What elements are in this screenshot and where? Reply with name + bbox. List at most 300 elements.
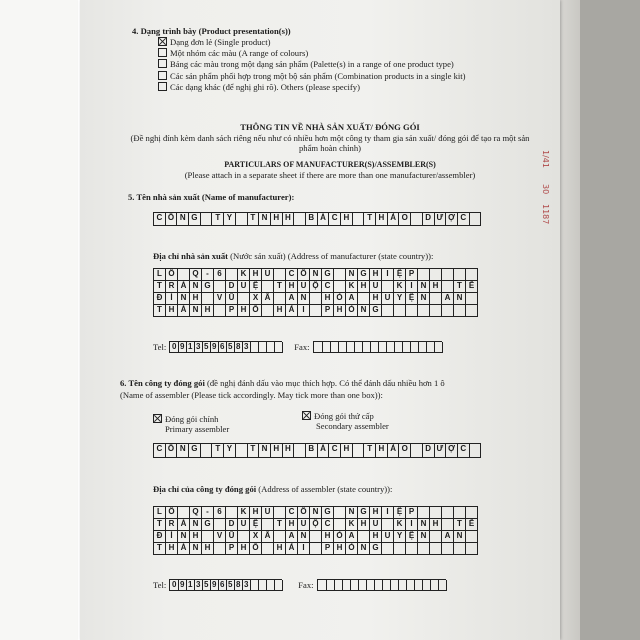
manufacturer-address-cell[interactable]: [262, 305, 274, 317]
manufacturer-address-cell[interactable]: Ò: [334, 293, 346, 305]
assembler-tel-cell[interactable]: 9: [178, 580, 187, 591]
manufacturer-tel-cell[interactable]: 5: [202, 342, 211, 353]
assembler-address-cell[interactable]: V: [214, 531, 226, 543]
manufacturer-address-cell[interactable]: [466, 293, 478, 305]
manufacturer-address-cell[interactable]: Đ: [154, 293, 166, 305]
manufacturer-address-cell[interactable]: T: [274, 281, 286, 293]
manufacturer-address-cell[interactable]: N: [454, 293, 466, 305]
manufacturer-name-cell[interactable]: B: [306, 213, 318, 226]
manufacturer-name-cell[interactable]: Ả: [388, 213, 400, 226]
manufacturer-address-cell[interactable]: [262, 281, 274, 293]
assembler-address-cell[interactable]: Ã: [262, 531, 274, 543]
assembler-address-cell[interactable]: [310, 543, 322, 555]
manufacturer-address-cell[interactable]: [406, 305, 418, 317]
manufacturer-address-cell[interactable]: 6: [214, 269, 226, 281]
manufacturer-address-cell[interactable]: N: [190, 305, 202, 317]
manufacturer-address-cell[interactable]: [274, 293, 286, 305]
assembler-address-cell[interactable]: [274, 507, 286, 519]
manufacturer-address-cell[interactable]: X: [250, 293, 262, 305]
manufacturer-address-cell[interactable]: [418, 269, 430, 281]
manufacturer-tel-cell[interactable]: [274, 342, 283, 353]
section4-option[interactable]: [158, 71, 466, 82]
manufacturer-name-cell[interactable]: Ư: [435, 213, 447, 226]
manufacturer-address-cell[interactable]: K: [394, 281, 406, 293]
manufacturer-address-cell[interactable]: H: [322, 293, 334, 305]
section4-option-checkbox[interactable]: [158, 37, 167, 46]
assembler-address-cell[interactable]: [358, 531, 370, 543]
assembler-address-cell[interactable]: À: [178, 519, 190, 531]
manufacturer-address-cell[interactable]: [466, 269, 478, 281]
assembler-tel-cell[interactable]: 8: [234, 580, 243, 591]
assembler-address-cell[interactable]: U: [370, 519, 382, 531]
manufacturer-address-cell[interactable]: K: [346, 281, 358, 293]
assembler-address-cell[interactable]: [382, 543, 394, 555]
assembler-name-cell[interactable]: [201, 444, 213, 458]
assembler-address-cell[interactable]: [202, 531, 214, 543]
assembler-address-cell[interactable]: Ò: [334, 531, 346, 543]
manufacturer-address-cell[interactable]: [274, 269, 286, 281]
assembler-address-cell[interactable]: [430, 543, 442, 555]
assembler-address-cell[interactable]: [238, 531, 250, 543]
assembler-address-cell[interactable]: [382, 519, 394, 531]
assembler-tel-cell[interactable]: 0: [170, 580, 179, 591]
manufacturer-address-cell[interactable]: P: [226, 305, 238, 317]
assembler-address-cell[interactable]: Ộ: [310, 519, 322, 531]
assembler-address-cell[interactable]: [430, 507, 442, 519]
assembler-address-cell[interactable]: [466, 507, 478, 519]
assembler-name-cell[interactable]: [294, 444, 306, 458]
assembler-address-cell[interactable]: Ô: [298, 507, 310, 519]
assembler-address-cell[interactable]: I: [298, 543, 310, 555]
assembler-tel-cell[interactable]: [274, 580, 283, 591]
assembler-address-cell[interactable]: [178, 507, 190, 519]
assembler-address-cell[interactable]: U: [298, 519, 310, 531]
manufacturer-address-cell[interactable]: [310, 305, 322, 317]
assembler-address-cell[interactable]: T: [454, 519, 466, 531]
assembler-address-cell[interactable]: [442, 543, 454, 555]
assembler-address-cell[interactable]: H: [274, 543, 286, 555]
manufacturer-address-cell[interactable]: [442, 281, 454, 293]
manufacturer-address-cell[interactable]: Ế: [466, 281, 478, 293]
manufacturer-tel-cell[interactable]: 5: [226, 342, 235, 353]
assembler-address-cell[interactable]: [334, 519, 346, 531]
manufacturer-tel-cell[interactable]: 0: [170, 342, 179, 353]
section4-option-checkbox[interactable]: [158, 48, 167, 57]
assembler-name-cell[interactable]: G: [189, 444, 201, 458]
manufacturer-address-cell[interactable]: N: [190, 281, 202, 293]
assembler-name-cell[interactable]: [411, 444, 423, 458]
manufacturer-address-cell[interactable]: Y: [394, 293, 406, 305]
manufacturer-address-cell[interactable]: U: [238, 281, 250, 293]
assembler-address-cell[interactable]: T: [154, 519, 166, 531]
manufacturer-name-cell[interactable]: T: [212, 213, 224, 226]
manufacturer-address-cell[interactable]: Ô: [298, 269, 310, 281]
manufacturer-address-cell[interactable]: A: [442, 293, 454, 305]
assembler-name-cell[interactable]: Á: [318, 444, 330, 458]
manufacturer-address-cell[interactable]: [202, 293, 214, 305]
manufacturer-address-cell[interactable]: T: [454, 281, 466, 293]
assembler-name-cell[interactable]: [236, 444, 248, 458]
manufacturer-address-cell[interactable]: V: [214, 293, 226, 305]
manufacturer-name-cell[interactable]: H: [271, 213, 283, 226]
manufacturer-address-cell[interactable]: H: [358, 281, 370, 293]
manufacturer-address-cell[interactable]: D: [226, 281, 238, 293]
assembler-name-cell[interactable]: Ả: [388, 444, 400, 458]
manufacturer-address-cell[interactable]: [430, 305, 442, 317]
manufacturer-name-cell[interactable]: D: [423, 213, 435, 226]
manufacturer-address-cell[interactable]: -: [202, 269, 214, 281]
assembler-address-cell[interactable]: H: [250, 507, 262, 519]
manufacturer-name-cell[interactable]: N: [259, 213, 271, 226]
manufacturer-address-cell[interactable]: [430, 269, 442, 281]
assembler-address-cell[interactable]: Ì: [166, 531, 178, 543]
assembler-address-cell[interactable]: N: [190, 519, 202, 531]
manufacturer-name-cell[interactable]: H: [283, 213, 295, 226]
manufacturer-address-cell[interactable]: [454, 269, 466, 281]
manufacturer-address-cell[interactable]: U: [370, 281, 382, 293]
assembler-address-cell[interactable]: T: [154, 543, 166, 555]
manufacturer-name-cell[interactable]: G: [189, 213, 201, 226]
manufacturer-address-cell[interactable]: [334, 269, 346, 281]
manufacturer-address-cell[interactable]: C: [322, 281, 334, 293]
manufacturer-name-cell[interactable]: N: [177, 213, 189, 226]
manufacturer-address-cell[interactable]: [442, 269, 454, 281]
assembler-name-cell[interactable]: N: [259, 444, 271, 458]
manufacturer-address-cell[interactable]: H: [430, 281, 442, 293]
manufacturer-address-cell[interactable]: N: [358, 305, 370, 317]
manufacturer-name-cell[interactable]: T: [364, 213, 376, 226]
assembler-address-cell[interactable]: P: [406, 507, 418, 519]
assembler-address-cell[interactable]: N: [358, 543, 370, 555]
assembler-address-cell[interactable]: [454, 507, 466, 519]
assembler-address-cell[interactable]: K: [394, 519, 406, 531]
manufacturer-address-cell[interactable]: H: [166, 305, 178, 317]
manufacturer-address-cell[interactable]: Ô: [166, 269, 178, 281]
assembler-address-cell[interactable]: H: [358, 519, 370, 531]
manufacturer-address-cell[interactable]: [442, 305, 454, 317]
assembler-tel-cell[interactable]: 3: [194, 580, 203, 591]
primary-assembler-option[interactable]: [153, 414, 229, 435]
manufacturer-address-cell[interactable]: G: [370, 305, 382, 317]
manufacturer-tel-cell[interactable]: 8: [234, 342, 243, 353]
assembler-address-cell[interactable]: H: [166, 543, 178, 555]
manufacturer-name-cell[interactable]: C: [154, 213, 166, 226]
manufacturer-address-cell[interactable]: N: [418, 281, 430, 293]
manufacturer-name-cell[interactable]: Ợ: [446, 213, 458, 226]
manufacturer-address-cell[interactable]: G: [358, 269, 370, 281]
assembler-address-cell[interactable]: H: [238, 543, 250, 555]
manufacturer-address-cell[interactable]: H: [370, 269, 382, 281]
assembler-address-cell[interactable]: [442, 507, 454, 519]
assembler-address-cell[interactable]: N: [298, 531, 310, 543]
manufacturer-address-cell[interactable]: [454, 305, 466, 317]
assembler-address-cell[interactable]: G: [358, 507, 370, 519]
assembler-address-cell[interactable]: [454, 543, 466, 555]
manufacturer-tel-cell[interactable]: 9: [210, 342, 219, 353]
assembler-address-cell[interactable]: H: [334, 543, 346, 555]
manufacturer-address-cell[interactable]: G: [322, 269, 334, 281]
assembler-address-cell[interactable]: N: [346, 507, 358, 519]
manufacturer-address-cell[interactable]: Ã: [262, 293, 274, 305]
assembler-address-cell[interactable]: G: [202, 519, 214, 531]
manufacturer-address-cell[interactable]: Ệ: [394, 269, 406, 281]
assembler-address-cell[interactable]: I: [406, 519, 418, 531]
assembler-address-cell[interactable]: Ệ: [406, 531, 418, 543]
assembler-name-cell[interactable]: [470, 444, 482, 458]
assembler-address-cell[interactable]: K: [238, 507, 250, 519]
assembler-name-cell[interactable]: H: [283, 444, 295, 458]
manufacturer-address-cell[interactable]: H: [286, 281, 298, 293]
manufacturer-address-cell[interactable]: [382, 281, 394, 293]
manufacturer-address-cell[interactable]: H: [274, 305, 286, 317]
assembler-address-cell[interactable]: G: [322, 507, 334, 519]
assembler-address-cell[interactable]: N: [454, 531, 466, 543]
assembler-address-cell[interactable]: T: [274, 519, 286, 531]
assembler-name-cell[interactable]: Y: [224, 444, 236, 458]
assembler-name-cell[interactable]: Ư: [435, 444, 447, 458]
assembler-address-cell[interactable]: [226, 507, 238, 519]
assembler-address-cell[interactable]: Ũ: [226, 531, 238, 543]
manufacturer-name-cell[interactable]: Y: [224, 213, 236, 226]
assembler-address-cell[interactable]: À: [178, 543, 190, 555]
secondary-assembler-option[interactable]: [302, 411, 389, 432]
manufacturer-address-cell[interactable]: T: [154, 281, 166, 293]
manufacturer-address-cell[interactable]: Ệ: [250, 281, 262, 293]
manufacturer-address-cell[interactable]: N: [178, 293, 190, 305]
assembler-address-cell[interactable]: U: [238, 519, 250, 531]
primary-assembler-checkbox[interactable]: [153, 414, 162, 423]
assembler-address-cell[interactable]: Ô: [166, 507, 178, 519]
assembler-address-cell[interactable]: [394, 543, 406, 555]
manufacturer-address-cell[interactable]: T: [154, 305, 166, 317]
manufacturer-name-cell[interactable]: [201, 213, 213, 226]
assembler-address-cell[interactable]: Q: [190, 507, 202, 519]
manufacturer-address-cell[interactable]: N: [310, 269, 322, 281]
assembler-address-cell[interactable]: [418, 507, 430, 519]
manufacturer-address-cell[interactable]: L: [154, 269, 166, 281]
manufacturer-address-cell[interactable]: Ệ: [406, 293, 418, 305]
section4-option[interactable]: [158, 48, 466, 59]
manufacturer-address-cell[interactable]: Ố: [250, 305, 262, 317]
manufacturer-address-cell[interactable]: C: [286, 269, 298, 281]
manufacturer-address-cell[interactable]: [358, 293, 370, 305]
assembler-name-cell[interactable]: T: [212, 444, 224, 458]
assembler-address-cell[interactable]: H: [370, 507, 382, 519]
assembler-address-cell[interactable]: P: [322, 543, 334, 555]
assembler-address-cell[interactable]: Ố: [250, 543, 262, 555]
assembler-name-cell[interactable]: Ô: [166, 444, 178, 458]
assembler-name-cell[interactable]: D: [423, 444, 435, 458]
assembler-address-cell[interactable]: [418, 543, 430, 555]
section4-option[interactable]: [158, 37, 466, 48]
manufacturer-name-cell[interactable]: [470, 213, 482, 226]
assembler-address-cell[interactable]: N: [190, 543, 202, 555]
manufacturer-name-cell[interactable]: C: [458, 213, 470, 226]
assembler-address-cell[interactable]: H: [202, 543, 214, 555]
assembler-address-cell[interactable]: -: [202, 507, 214, 519]
assembler-address-cell[interactable]: R: [166, 519, 178, 531]
assembler-address-cell[interactable]: [442, 519, 454, 531]
section4-option[interactable]: [158, 59, 466, 70]
manufacturer-address-cell[interactable]: H: [190, 293, 202, 305]
assembler-tel-cell[interactable]: 6: [218, 580, 227, 591]
assembler-name-cell[interactable]: H: [341, 444, 353, 458]
assembler-name-cell[interactable]: Ợ: [446, 444, 458, 458]
assembler-address-cell[interactable]: [214, 519, 226, 531]
manufacturer-address-cell[interactable]: U: [382, 293, 394, 305]
assembler-address-cell[interactable]: A: [346, 531, 358, 543]
assembler-name-cell[interactable]: T: [364, 444, 376, 458]
assembler-address-cell[interactable]: N: [418, 531, 430, 543]
manufacturer-address-cell[interactable]: A: [346, 293, 358, 305]
manufacturer-address-cell[interactable]: I: [406, 281, 418, 293]
manufacturer-address-cell[interactable]: G: [202, 281, 214, 293]
secondary-assembler-checkbox[interactable]: [302, 411, 311, 420]
section4-option-checkbox[interactable]: [158, 59, 167, 68]
assembler-name-cell[interactable]: B: [306, 444, 318, 458]
assembler-address-cell[interactable]: [466, 531, 478, 543]
assembler-address-cell[interactable]: D: [226, 519, 238, 531]
assembler-fax-cell[interactable]: [438, 580, 447, 591]
assembler-address-cell[interactable]: [214, 543, 226, 555]
assembler-tel-cell[interactable]: 1: [186, 580, 195, 591]
manufacturer-name-cell[interactable]: [294, 213, 306, 226]
manufacturer-address-cell[interactable]: [310, 293, 322, 305]
assembler-address-cell[interactable]: Y: [394, 531, 406, 543]
assembler-address-cell[interactable]: [430, 531, 442, 543]
manufacturer-name-cell[interactable]: [411, 213, 423, 226]
assembler-address-cell[interactable]: H: [286, 519, 298, 531]
manufacturer-address-cell[interactable]: A: [286, 293, 298, 305]
manufacturer-address-cell[interactable]: K: [238, 269, 250, 281]
manufacturer-address-cell[interactable]: [394, 305, 406, 317]
manufacturer-name-cell[interactable]: H: [341, 213, 353, 226]
assembler-address-cell[interactable]: A: [286, 531, 298, 543]
manufacturer-address-cell[interactable]: Ũ: [226, 293, 238, 305]
assembler-address-cell[interactable]: [262, 519, 274, 531]
manufacturer-name-cell[interactable]: Á: [318, 213, 330, 226]
manufacturer-address-cell[interactable]: N: [298, 293, 310, 305]
section4-option-checkbox[interactable]: [158, 71, 167, 80]
manufacturer-address-cell[interactable]: [214, 281, 226, 293]
assembler-address-cell[interactable]: Ả: [286, 543, 298, 555]
manufacturer-address-cell[interactable]: [178, 269, 190, 281]
assembler-address-cell[interactable]: U: [382, 531, 394, 543]
manufacturer-name-cell[interactable]: O: [399, 213, 411, 226]
manufacturer-address-cell[interactable]: H: [250, 269, 262, 281]
manufacturer-address-cell[interactable]: P: [406, 269, 418, 281]
manufacturer-address-cell[interactable]: N: [346, 269, 358, 281]
assembler-address-cell[interactable]: Ệ: [250, 519, 262, 531]
assembler-name-cell[interactable]: C: [458, 444, 470, 458]
manufacturer-address-cell[interactable]: [466, 305, 478, 317]
manufacturer-address-cell[interactable]: À: [178, 305, 190, 317]
manufacturer-address-cell[interactable]: Ì: [166, 293, 178, 305]
assembler-name-cell[interactable]: [353, 444, 365, 458]
manufacturer-address-cell[interactable]: Ả: [286, 305, 298, 317]
assembler-address-cell[interactable]: [310, 531, 322, 543]
assembler-address-cell[interactable]: Ò: [346, 543, 358, 555]
manufacturer-tel-cell[interactable]: 9: [178, 342, 187, 353]
assembler-address-cell[interactable]: C: [322, 519, 334, 531]
assembler-name-cell[interactable]: O: [399, 444, 411, 458]
assembler-address-cell[interactable]: N: [310, 507, 322, 519]
assembler-name-cell[interactable]: H: [376, 444, 388, 458]
assembler-address-cell[interactable]: H: [190, 531, 202, 543]
assembler-address-cell[interactable]: I: [382, 507, 394, 519]
assembler-address-cell[interactable]: [274, 531, 286, 543]
assembler-name-cell[interactable]: C: [154, 444, 166, 458]
manufacturer-fax-cell[interactable]: [434, 342, 443, 353]
assembler-address-cell[interactable]: H: [370, 531, 382, 543]
section4-option[interactable]: [158, 82, 466, 93]
manufacturer-address-cell[interactable]: [226, 269, 238, 281]
assembler-address-cell[interactable]: H: [430, 519, 442, 531]
assembler-address-cell[interactable]: Ệ: [394, 507, 406, 519]
assembler-address-cell[interactable]: C: [286, 507, 298, 519]
assembler-tel-cell[interactable]: 5: [226, 580, 235, 591]
manufacturer-address-cell[interactable]: R: [166, 281, 178, 293]
manufacturer-address-cell[interactable]: Ò: [346, 305, 358, 317]
manufacturer-address-cell[interactable]: À: [178, 281, 190, 293]
manufacturer-tel-cell[interactable]: 6: [218, 342, 227, 353]
section4-option-checkbox[interactable]: [158, 82, 167, 91]
manufacturer-address-cell[interactable]: [238, 293, 250, 305]
manufacturer-name-cell[interactable]: [236, 213, 248, 226]
assembler-address-cell[interactable]: Ế: [466, 519, 478, 531]
assembler-name-cell[interactable]: T: [248, 444, 260, 458]
manufacturer-name-cell[interactable]: C: [329, 213, 341, 226]
assembler-address-cell[interactable]: N: [418, 519, 430, 531]
assembler-address-cell[interactable]: L: [154, 507, 166, 519]
assembler-address-cell[interactable]: A: [442, 531, 454, 543]
manufacturer-address-cell[interactable]: Ộ: [310, 281, 322, 293]
manufacturer-name-cell[interactable]: Ô: [166, 213, 178, 226]
assembler-address-cell[interactable]: G: [370, 543, 382, 555]
assembler-address-cell[interactable]: [262, 543, 274, 555]
manufacturer-address-cell[interactable]: Q: [190, 269, 202, 281]
manufacturer-tel-cell[interactable]: 3: [194, 342, 203, 353]
manufacturer-address-cell[interactable]: [382, 305, 394, 317]
assembler-address-cell[interactable]: Đ: [154, 531, 166, 543]
manufacturer-address-cell[interactable]: N: [418, 293, 430, 305]
manufacturer-address-cell[interactable]: [214, 305, 226, 317]
manufacturer-address-cell[interactable]: [430, 293, 442, 305]
manufacturer-tel-cell[interactable]: 1: [186, 342, 195, 353]
assembler-address-cell[interactable]: N: [178, 531, 190, 543]
manufacturer-address-cell[interactable]: U: [262, 269, 274, 281]
manufacturer-address-cell[interactable]: H: [202, 305, 214, 317]
assembler-address-cell[interactable]: U: [262, 507, 274, 519]
assembler-address-cell[interactable]: 6: [214, 507, 226, 519]
manufacturer-name-cell[interactable]: H: [376, 213, 388, 226]
assembler-address-cell[interactable]: [334, 507, 346, 519]
manufacturer-address-cell[interactable]: [334, 281, 346, 293]
assembler-address-cell[interactable]: [406, 543, 418, 555]
manufacturer-address-cell[interactable]: I: [382, 269, 394, 281]
assembler-name-cell[interactable]: N: [177, 444, 189, 458]
assembler-name-cell[interactable]: H: [271, 444, 283, 458]
manufacturer-address-cell[interactable]: H: [370, 293, 382, 305]
manufacturer-address-cell[interactable]: [418, 305, 430, 317]
assembler-address-cell[interactable]: H: [322, 531, 334, 543]
manufacturer-address-cell[interactable]: P: [322, 305, 334, 317]
assembler-address-cell[interactable]: P: [226, 543, 238, 555]
assembler-tel-cell[interactable]: 5: [202, 580, 211, 591]
manufacturer-name-cell[interactable]: [353, 213, 365, 226]
assembler-address-cell[interactable]: X: [250, 531, 262, 543]
assembler-address-cell[interactable]: [466, 543, 478, 555]
